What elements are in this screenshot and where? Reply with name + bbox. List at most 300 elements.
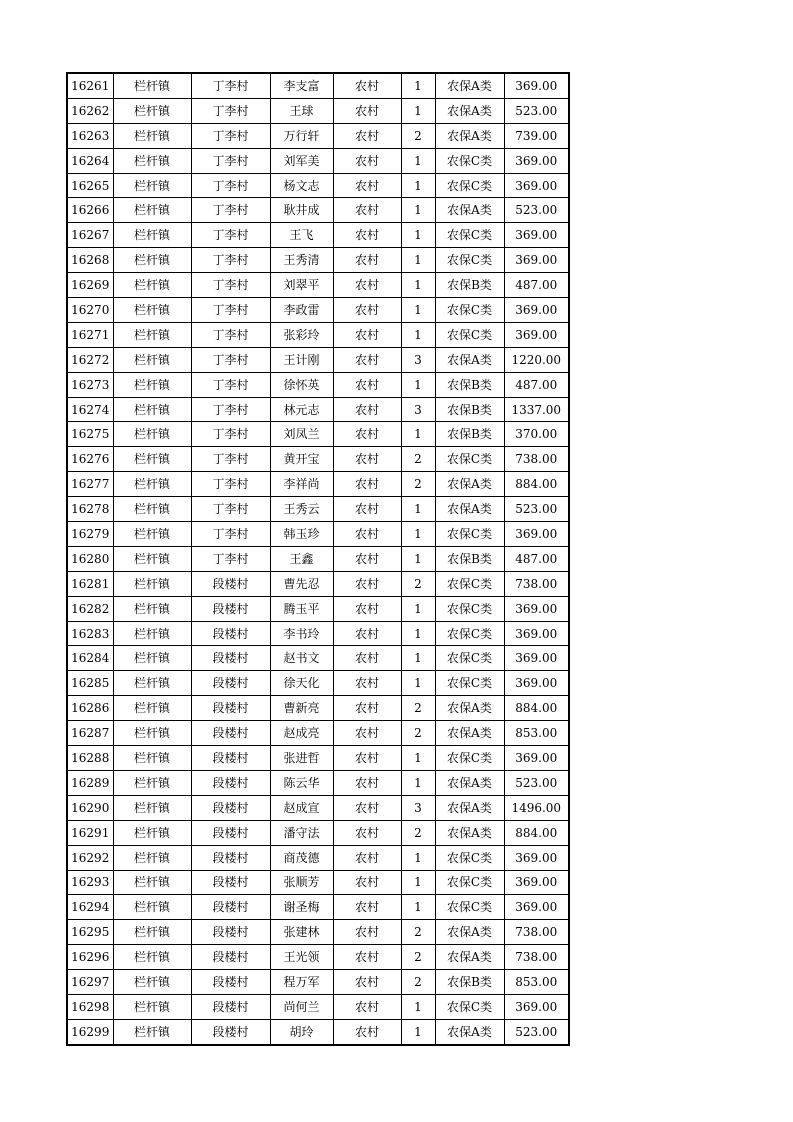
name-cell: 王光领 <box>270 945 333 970</box>
amount-cell: 1496.00 <box>504 795 569 820</box>
town-cell: 栏杆镇 <box>113 497 191 522</box>
count-cell: 1 <box>401 870 435 895</box>
insurance-class-cell: 农保C类 <box>435 447 504 472</box>
row-id-cell: 16273 <box>67 372 113 397</box>
table-row <box>67 522 569 547</box>
amount-cell: 523.00 <box>504 98 569 123</box>
village-cell: 丁李村 <box>191 223 270 248</box>
count-cell: 1 <box>401 671 435 696</box>
town-cell: 栏杆镇 <box>113 422 191 447</box>
village-cell: 段楼村 <box>191 795 270 820</box>
count-cell: 2 <box>401 571 435 596</box>
area-type-cell: 农村 <box>333 148 401 173</box>
area-type-cell: 农村 <box>333 123 401 148</box>
area-type-cell: 农村 <box>333 721 401 746</box>
town-cell: 栏杆镇 <box>113 646 191 671</box>
insurance-class-cell: 农保C类 <box>435 621 504 646</box>
area-type-cell: 农村 <box>333 447 401 472</box>
town-cell: 栏杆镇 <box>113 721 191 746</box>
town-cell: 栏杆镇 <box>113 870 191 895</box>
count-cell: 1 <box>401 198 435 223</box>
table-row <box>67 895 569 920</box>
table-row <box>67 596 569 621</box>
insurance-class-cell: 农保C类 <box>435 298 504 323</box>
table-row <box>67 845 569 870</box>
insurance-class-cell: 农保A类 <box>435 920 504 945</box>
town-cell: 栏杆镇 <box>113 920 191 945</box>
table-row <box>67 746 569 771</box>
count-cell: 1 <box>401 596 435 621</box>
area-type-cell: 农村 <box>333 970 401 995</box>
insurance-class-cell: 农保C类 <box>435 596 504 621</box>
count-cell: 2 <box>401 820 435 845</box>
row-id-cell: 16261 <box>67 73 113 98</box>
amount-cell: 369.00 <box>504 621 569 646</box>
village-cell: 丁李村 <box>191 173 270 198</box>
name-cell: 赵成宣 <box>270 795 333 820</box>
insurance-class-cell: 农保A类 <box>435 696 504 721</box>
count-cell: 2 <box>401 721 435 746</box>
town-cell: 栏杆镇 <box>113 148 191 173</box>
insurance-class-cell: 农保A类 <box>435 98 504 123</box>
table-row <box>67 945 569 970</box>
name-cell: 杨文志 <box>270 173 333 198</box>
amount-cell: 369.00 <box>504 671 569 696</box>
town-cell: 栏杆镇 <box>113 347 191 372</box>
village-cell: 段楼村 <box>191 646 270 671</box>
amount-cell: 369.00 <box>504 646 569 671</box>
row-id-cell: 16297 <box>67 970 113 995</box>
town-cell: 栏杆镇 <box>113 273 191 298</box>
area-type-cell: 农村 <box>333 994 401 1019</box>
village-cell: 段楼村 <box>191 671 270 696</box>
area-type-cell: 农村 <box>333 920 401 945</box>
row-id-cell: 16291 <box>67 820 113 845</box>
area-type-cell: 农村 <box>333 422 401 447</box>
village-cell: 丁李村 <box>191 248 270 273</box>
amount-cell: 738.00 <box>504 571 569 596</box>
town-cell: 栏杆镇 <box>113 970 191 995</box>
village-cell: 丁李村 <box>191 273 270 298</box>
amount-cell: 523.00 <box>504 198 569 223</box>
count-cell: 2 <box>401 472 435 497</box>
village-cell: 段楼村 <box>191 920 270 945</box>
name-cell: 徐天化 <box>270 671 333 696</box>
town-cell: 栏杆镇 <box>113 248 191 273</box>
table-row <box>67 571 569 596</box>
table-row <box>67 472 569 497</box>
count-cell: 1 <box>401 372 435 397</box>
table-row <box>67 870 569 895</box>
table-row <box>67 422 569 447</box>
amount-cell: 487.00 <box>504 372 569 397</box>
name-cell: 王秀清 <box>270 248 333 273</box>
row-id-cell: 16274 <box>67 397 113 422</box>
amount-cell: 738.00 <box>504 447 569 472</box>
row-id-cell: 16296 <box>67 945 113 970</box>
village-cell: 丁李村 <box>191 98 270 123</box>
row-id-cell: 16292 <box>67 845 113 870</box>
insurance-class-cell: 农保A类 <box>435 1019 504 1044</box>
name-cell: 张彩玲 <box>270 322 333 347</box>
town-cell: 栏杆镇 <box>113 571 191 596</box>
row-id-cell: 16262 <box>67 98 113 123</box>
town-cell: 栏杆镇 <box>113 298 191 323</box>
table-row <box>67 148 569 173</box>
amount-cell: 884.00 <box>504 820 569 845</box>
town-cell: 栏杆镇 <box>113 596 191 621</box>
insurance-class-cell: 农保C类 <box>435 223 504 248</box>
count-cell: 2 <box>401 970 435 995</box>
village-cell: 段楼村 <box>191 746 270 771</box>
amount-cell: 369.00 <box>504 298 569 323</box>
table-row <box>67 546 569 571</box>
town-cell: 栏杆镇 <box>113 123 191 148</box>
name-cell: 刘军美 <box>270 148 333 173</box>
village-cell: 丁李村 <box>191 198 270 223</box>
amount-cell: 853.00 <box>504 721 569 746</box>
insurance-class-cell: 农保A类 <box>435 945 504 970</box>
area-type-cell: 农村 <box>333 322 401 347</box>
row-id-cell: 16278 <box>67 497 113 522</box>
name-cell: 王球 <box>270 98 333 123</box>
row-id-cell: 16276 <box>67 447 113 472</box>
count-cell: 3 <box>401 795 435 820</box>
amount-cell: 369.00 <box>504 73 569 98</box>
count-cell: 2 <box>401 447 435 472</box>
village-cell: 段楼村 <box>191 696 270 721</box>
insurance-class-cell: 农保B类 <box>435 422 504 447</box>
village-cell: 丁李村 <box>191 472 270 497</box>
village-cell: 丁李村 <box>191 372 270 397</box>
insurance-class-cell: 农保A类 <box>435 795 504 820</box>
town-cell: 栏杆镇 <box>113 447 191 472</box>
count-cell: 2 <box>401 945 435 970</box>
insurance-class-cell: 农保A类 <box>435 123 504 148</box>
village-cell: 丁李村 <box>191 148 270 173</box>
town-cell: 栏杆镇 <box>113 746 191 771</box>
village-cell: 段楼村 <box>191 870 270 895</box>
table-body <box>67 73 569 1045</box>
row-id-cell: 16294 <box>67 895 113 920</box>
count-cell: 1 <box>401 148 435 173</box>
table-row <box>67 820 569 845</box>
town-cell: 栏杆镇 <box>113 845 191 870</box>
amount-cell: 884.00 <box>504 472 569 497</box>
table-row <box>67 696 569 721</box>
amount-cell: 369.00 <box>504 746 569 771</box>
name-cell: 黄开宝 <box>270 447 333 472</box>
row-id-cell: 16299 <box>67 1019 113 1044</box>
row-id-cell: 16269 <box>67 273 113 298</box>
village-cell: 段楼村 <box>191 1019 270 1044</box>
village-cell: 丁李村 <box>191 322 270 347</box>
name-cell: 赵成亮 <box>270 721 333 746</box>
name-cell: 程万军 <box>270 970 333 995</box>
row-id-cell: 16288 <box>67 746 113 771</box>
table-row <box>67 970 569 995</box>
count-cell: 1 <box>401 497 435 522</box>
table-row <box>67 298 569 323</box>
area-type-cell: 农村 <box>333 646 401 671</box>
town-cell: 栏杆镇 <box>113 770 191 795</box>
table-row <box>67 497 569 522</box>
area-type-cell: 农村 <box>333 696 401 721</box>
table-row <box>67 223 569 248</box>
amount-cell: 369.00 <box>504 845 569 870</box>
name-cell: 王秀云 <box>270 497 333 522</box>
amount-cell: 369.00 <box>504 248 569 273</box>
village-cell: 丁李村 <box>191 546 270 571</box>
name-cell: 李祥尚 <box>270 472 333 497</box>
insurance-class-cell: 农保C类 <box>435 148 504 173</box>
name-cell: 曹先忍 <box>270 571 333 596</box>
insurance-class-cell: 农保B类 <box>435 397 504 422</box>
town-cell: 栏杆镇 <box>113 472 191 497</box>
area-type-cell: 农村 <box>333 671 401 696</box>
name-cell: 尚何兰 <box>270 994 333 1019</box>
count-cell: 1 <box>401 322 435 347</box>
town-cell: 栏杆镇 <box>113 73 191 98</box>
insurance-class-cell: 农保A类 <box>435 497 504 522</box>
count-cell: 1 <box>401 770 435 795</box>
amount-cell: 739.00 <box>504 123 569 148</box>
row-id-cell: 16275 <box>67 422 113 447</box>
insurance-class-cell: 农保A类 <box>435 472 504 497</box>
name-cell: 耿井成 <box>270 198 333 223</box>
amount-cell: 369.00 <box>504 173 569 198</box>
insurance-class-cell: 农保B类 <box>435 546 504 571</box>
amount-cell: 523.00 <box>504 1019 569 1044</box>
count-cell: 1 <box>401 422 435 447</box>
count-cell: 1 <box>401 746 435 771</box>
row-id-cell: 16282 <box>67 596 113 621</box>
area-type-cell: 农村 <box>333 820 401 845</box>
village-cell: 段楼村 <box>191 596 270 621</box>
amount-cell: 369.00 <box>504 596 569 621</box>
area-type-cell: 农村 <box>333 870 401 895</box>
insurance-class-cell: 农保C类 <box>435 522 504 547</box>
town-cell: 栏杆镇 <box>113 820 191 845</box>
table-row <box>67 1019 569 1044</box>
area-type-cell: 农村 <box>333 98 401 123</box>
town-cell: 栏杆镇 <box>113 98 191 123</box>
name-cell: 潘守法 <box>270 820 333 845</box>
town-cell: 栏杆镇 <box>113 696 191 721</box>
amount-cell: 369.00 <box>504 994 569 1019</box>
row-id-cell: 16263 <box>67 123 113 148</box>
amount-cell: 369.00 <box>504 148 569 173</box>
row-id-cell: 16289 <box>67 770 113 795</box>
village-cell: 段楼村 <box>191 945 270 970</box>
count-cell: 2 <box>401 123 435 148</box>
area-type-cell: 农村 <box>333 497 401 522</box>
count-cell: 1 <box>401 98 435 123</box>
town-cell: 栏杆镇 <box>113 895 191 920</box>
village-cell: 丁李村 <box>191 522 270 547</box>
area-type-cell: 农村 <box>333 571 401 596</box>
row-id-cell: 16281 <box>67 571 113 596</box>
name-cell: 赵书文 <box>270 646 333 671</box>
area-type-cell: 农村 <box>333 372 401 397</box>
count-cell: 1 <box>401 223 435 248</box>
area-type-cell: 农村 <box>333 621 401 646</box>
insurance-class-cell: 农保C类 <box>435 671 504 696</box>
village-cell: 丁李村 <box>191 123 270 148</box>
town-cell: 栏杆镇 <box>113 994 191 1019</box>
count-cell: 1 <box>401 895 435 920</box>
insurance-class-cell: 农保C类 <box>435 322 504 347</box>
area-type-cell: 农村 <box>333 347 401 372</box>
row-id-cell: 16280 <box>67 546 113 571</box>
town-cell: 栏杆镇 <box>113 795 191 820</box>
name-cell: 腾玉平 <box>270 596 333 621</box>
table-row <box>67 795 569 820</box>
name-cell: 王飞 <box>270 223 333 248</box>
area-type-cell: 农村 <box>333 845 401 870</box>
count-cell: 2 <box>401 920 435 945</box>
village-cell: 丁李村 <box>191 447 270 472</box>
area-type-cell: 农村 <box>333 546 401 571</box>
village-cell: 段楼村 <box>191 994 270 1019</box>
town-cell: 栏杆镇 <box>113 322 191 347</box>
count-cell: 3 <box>401 397 435 422</box>
table-row <box>67 770 569 795</box>
amount-cell: 369.00 <box>504 870 569 895</box>
row-id-cell: 16265 <box>67 173 113 198</box>
name-cell: 王计刚 <box>270 347 333 372</box>
row-id-cell: 16264 <box>67 148 113 173</box>
village-cell: 段楼村 <box>191 621 270 646</box>
row-id-cell: 16267 <box>67 223 113 248</box>
town-cell: 栏杆镇 <box>113 945 191 970</box>
insurance-class-cell: 农保C类 <box>435 845 504 870</box>
table-row <box>67 646 569 671</box>
name-cell: 王鑫 <box>270 546 333 571</box>
row-id-cell: 16295 <box>67 920 113 945</box>
table-row <box>67 322 569 347</box>
name-cell: 谢圣梅 <box>270 895 333 920</box>
row-id-cell: 16272 <box>67 347 113 372</box>
area-type-cell: 农村 <box>333 522 401 547</box>
amount-cell: 738.00 <box>504 945 569 970</box>
table-row <box>67 397 569 422</box>
table-row <box>67 98 569 123</box>
name-cell: 曹新亮 <box>270 696 333 721</box>
data-table <box>66 72 570 1046</box>
name-cell: 刘翠平 <box>270 273 333 298</box>
insurance-class-cell: 农保C类 <box>435 571 504 596</box>
amount-cell: 523.00 <box>504 497 569 522</box>
insurance-class-cell: 农保C类 <box>435 994 504 1019</box>
area-type-cell: 农村 <box>333 895 401 920</box>
row-id-cell: 16266 <box>67 198 113 223</box>
amount-cell: 1220.00 <box>504 347 569 372</box>
area-type-cell: 农村 <box>333 198 401 223</box>
table-row <box>67 173 569 198</box>
count-cell: 2 <box>401 696 435 721</box>
count-cell: 1 <box>401 248 435 273</box>
table-row <box>67 920 569 945</box>
area-type-cell: 农村 <box>333 596 401 621</box>
village-cell: 丁李村 <box>191 397 270 422</box>
village-cell: 段楼村 <box>191 571 270 596</box>
row-id-cell: 16270 <box>67 298 113 323</box>
count-cell: 1 <box>401 173 435 198</box>
table-row <box>67 994 569 1019</box>
name-cell: 张进哲 <box>270 746 333 771</box>
area-type-cell: 农村 <box>333 273 401 298</box>
count-cell: 1 <box>401 73 435 98</box>
name-cell: 李支富 <box>270 73 333 98</box>
area-type-cell: 农村 <box>333 298 401 323</box>
row-id-cell: 16298 <box>67 994 113 1019</box>
name-cell: 李政雷 <box>270 298 333 323</box>
village-cell: 段楼村 <box>191 970 270 995</box>
amount-cell: 487.00 <box>504 273 569 298</box>
table-row <box>67 73 569 98</box>
name-cell: 商茂德 <box>270 845 333 870</box>
amount-cell: 523.00 <box>504 770 569 795</box>
town-cell: 栏杆镇 <box>113 223 191 248</box>
table-row <box>67 347 569 372</box>
town-cell: 栏杆镇 <box>113 522 191 547</box>
area-type-cell: 农村 <box>333 1019 401 1044</box>
name-cell: 万行轩 <box>270 123 333 148</box>
insurance-class-cell: 农保C类 <box>435 248 504 273</box>
village-cell: 段楼村 <box>191 770 270 795</box>
area-type-cell: 农村 <box>333 472 401 497</box>
count-cell: 1 <box>401 522 435 547</box>
row-id-cell: 16283 <box>67 621 113 646</box>
insurance-class-cell: 农保A类 <box>435 73 504 98</box>
amount-cell: 369.00 <box>504 322 569 347</box>
amount-cell: 853.00 <box>504 970 569 995</box>
table-row <box>67 621 569 646</box>
area-type-cell: 农村 <box>333 223 401 248</box>
count-cell: 1 <box>401 646 435 671</box>
village-cell: 丁李村 <box>191 298 270 323</box>
insurance-class-cell: 农保A类 <box>435 198 504 223</box>
town-cell: 栏杆镇 <box>113 397 191 422</box>
village-cell: 丁李村 <box>191 422 270 447</box>
amount-cell: 370.00 <box>504 422 569 447</box>
name-cell: 韩玉珍 <box>270 522 333 547</box>
name-cell: 李书玲 <box>270 621 333 646</box>
insurance-class-cell: 农保C类 <box>435 870 504 895</box>
count-cell: 1 <box>401 298 435 323</box>
town-cell: 栏杆镇 <box>113 671 191 696</box>
name-cell: 刘凤兰 <box>270 422 333 447</box>
insurance-class-cell: 农保C类 <box>435 895 504 920</box>
amount-cell: 1337.00 <box>504 397 569 422</box>
village-cell: 丁李村 <box>191 73 270 98</box>
village-cell: 段楼村 <box>191 721 270 746</box>
table-row <box>67 372 569 397</box>
row-id-cell: 16286 <box>67 696 113 721</box>
table-row <box>67 273 569 298</box>
name-cell: 徐怀英 <box>270 372 333 397</box>
row-id-cell: 16268 <box>67 248 113 273</box>
count-cell: 1 <box>401 546 435 571</box>
insurance-class-cell: 农保B类 <box>435 273 504 298</box>
count-cell: 1 <box>401 621 435 646</box>
insurance-class-cell: 农保A类 <box>435 770 504 795</box>
count-cell: 1 <box>401 273 435 298</box>
count-cell: 1 <box>401 1019 435 1044</box>
amount-cell: 369.00 <box>504 895 569 920</box>
insurance-class-cell: 农保B类 <box>435 372 504 397</box>
